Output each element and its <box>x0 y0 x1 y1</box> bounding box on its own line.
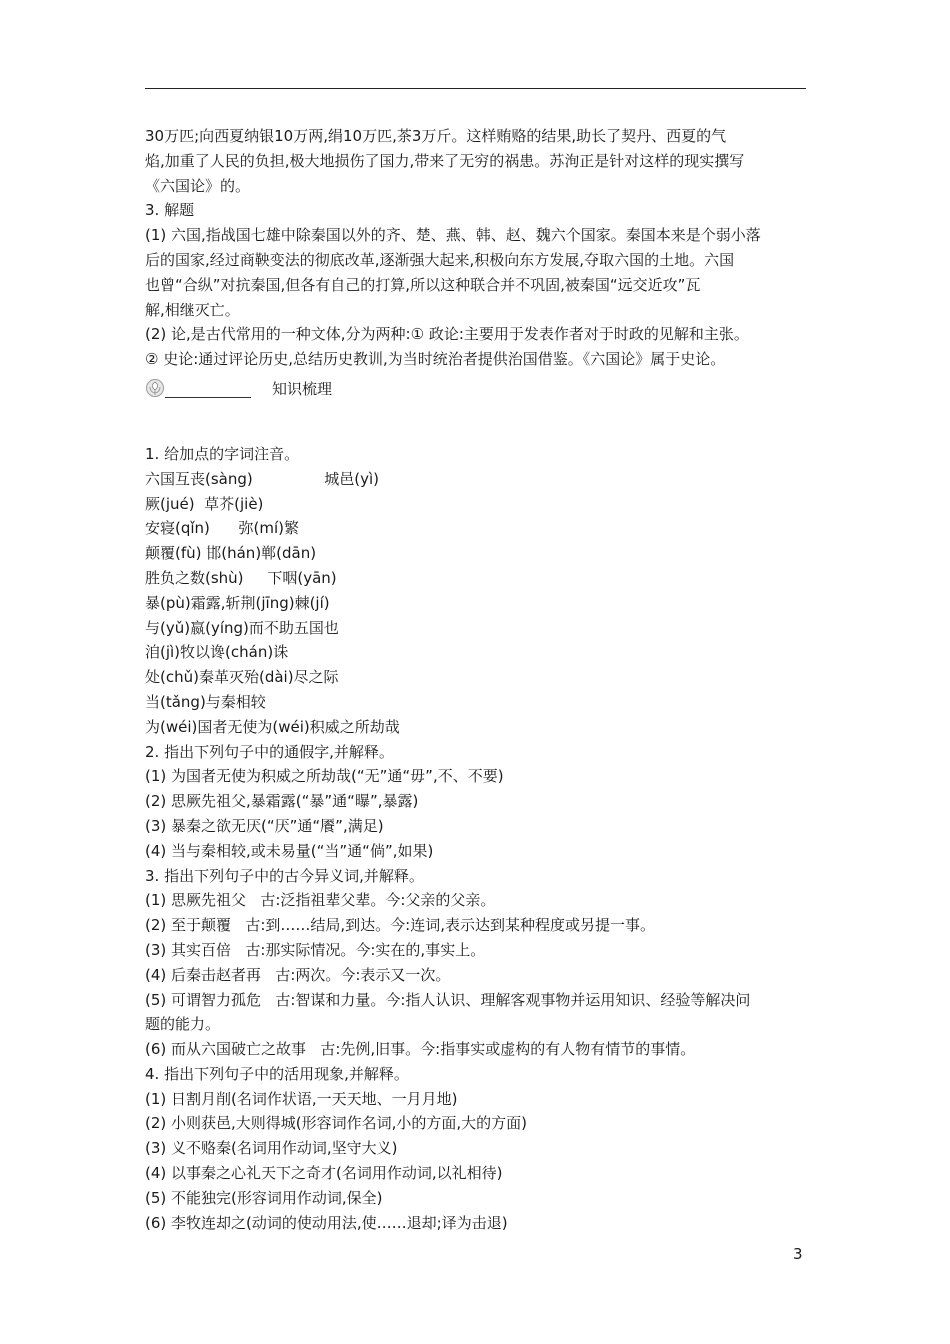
header-rule <box>145 88 806 89</box>
intro-block <box>145 124 817 372</box>
pinyin-item: 为(wéi)国者无使为(wéi)积威之所劫哉 <box>145 717 400 736</box>
pinyin-item: 六国互丧(sàng) 城邑(yì) <box>145 469 380 488</box>
answer-item: (4) 当与秦相较,或未易量(“当”通“倘”,如果) <box>145 841 434 860</box>
heading-underline <box>165 397 251 398</box>
question-heading: 4. 指出下列句子中的活用现象,并解释。 <box>145 1064 409 1083</box>
text-line: 30万匹;向西夏纳银10万两,绢10万匹,茶3万斤。这样贿赂的结果,助长了契丹、西夏的气 <box>145 127 727 145</box>
flower-icon <box>145 378 165 398</box>
text-line: ② 史论:通过评论历史,总结历史教训,为当时统治者提供治国借鉴。《六国论》属于史论。 <box>145 350 726 369</box>
pinyin-item: 与(yǔ)嬴(yíng)而不助五国也 <box>145 618 339 637</box>
text-line: (2) 论,是古代常用的一种文体,分为两种:① 政论:主要用于发表作者对于时政的见解和主张。 <box>145 325 749 344</box>
question-heading: 1. 给加点的字词注音。 <box>145 444 300 463</box>
pinyin-item: 暴(pù)霜露,斩荆(jīng)棘(jí) <box>145 593 330 612</box>
text-line: 解,相继灭亡。 <box>145 300 240 319</box>
text-line: 《六国论》的。 <box>145 176 251 195</box>
answer-item: (1) 日割月削(名词作状语,一天天地、一月月地) <box>145 1089 458 1108</box>
page-content <box>145 124 817 1235</box>
pinyin-item: 颠覆(fù) 邯(hán)郸(dān) <box>145 544 317 563</box>
answer-item: (5) 不能独完(形容词用作动词,保全) <box>145 1188 383 1207</box>
text-line: 焰,加重了人民的负担,极大地损伤了国力,带来了无穷的祸患。苏洵正是针对这样的现实撰写 <box>145 151 745 170</box>
pinyin-item: 胜负之数(shù) 下咽(yān) <box>145 568 337 587</box>
pinyin-item: 厥(jué) 草芥(jiè) <box>145 494 264 513</box>
pinyin-item: 洎(jì)牧以谗(chán)诛 <box>145 643 289 662</box>
question-heading: 2. 指出下列句子中的通假字,并解释。 <box>145 742 394 761</box>
answer-item: (6) 李牧连却之(动词的使动用法,使……退却;译为击退) <box>145 1213 508 1232</box>
text-line: 后的国家,经过商鞅变法的彻底改革,逐渐强大起来,积极向东方发展,夺取六国的土地。六国 <box>145 250 735 269</box>
page-number: 3 <box>793 1245 803 1263</box>
answer-item: (2) 小则获邑,大则得城(形容词作名词,小的方面,大的方面) <box>145 1114 528 1133</box>
answer-item: (3) 其实百倍 古:那实际情况。今:实在的,事实上。 <box>145 940 486 959</box>
subheading: 3. 解题 <box>145 201 195 220</box>
pinyin-item: 处(chǔ)秦革灭殆(dài)尽之际 <box>145 668 339 687</box>
pinyin-item: 当(tǎng)与秦相较 <box>145 692 266 711</box>
answer-item: (5) 可谓智力孤危 古:智谋和力量。今:指人认识、理解客观事物并运用知识、经验等解决问 <box>145 990 751 1009</box>
knowledge-block <box>145 442 817 1236</box>
answer-item: (2) 思厥先祖父,暴霜露(“暴”通“曝”,暴露) <box>145 792 419 811</box>
answer-item: 题的能力。 <box>145 1015 221 1034</box>
question-heading: 3. 指出下列句子中的古今异义词,并解释。 <box>145 866 424 885</box>
answer-item: (2) 至于颠覆 古:到……结局,到达。今:连词,表示达到某种程度或另提一事。 <box>145 916 655 935</box>
section-title: 知识梳理 <box>272 379 333 398</box>
text-line: 也曾“合纵”对抗秦国,但各有自己的打算,所以这种联合并不巩固,被秦国“远交近攻”瓦 <box>145 275 701 294</box>
answer-item: (4) 以事秦之心礼天下之奇才(名词用作动词,以礼相待) <box>145 1164 503 1183</box>
answer-item: (3) 暴秦之欲无厌(“厌”通“餍”,满足) <box>145 816 384 835</box>
answer-item: (1) 为国者无使为积威之所劫哉(“无”通“毋”,不、不要) <box>145 767 504 786</box>
pinyin-item: 安寝(qǐn) 弥(mí)繁 <box>145 519 299 538</box>
text-line: (1) 六国,指战国七雄中除秦国以外的齐、楚、燕、韩、赵、魏六个国家。秦国本来是个弱小落 <box>145 226 761 245</box>
answer-item: (6) 而从六国破亡之故事 古:先例,旧事。今:指事实或虚构的有人物有情节的事情。 <box>145 1040 696 1059</box>
answer-item: (3) 义不赂秦(名词用作动词,坚守大义) <box>145 1139 398 1158</box>
answer-item: (1) 思厥先祖父 古:泛指祖辈父辈。今:父亲的父亲。 <box>145 891 496 910</box>
answer-item: (4) 后秦击赵者再 古:两次。今:表示又一次。 <box>145 965 451 984</box>
section-heading <box>145 376 817 402</box>
